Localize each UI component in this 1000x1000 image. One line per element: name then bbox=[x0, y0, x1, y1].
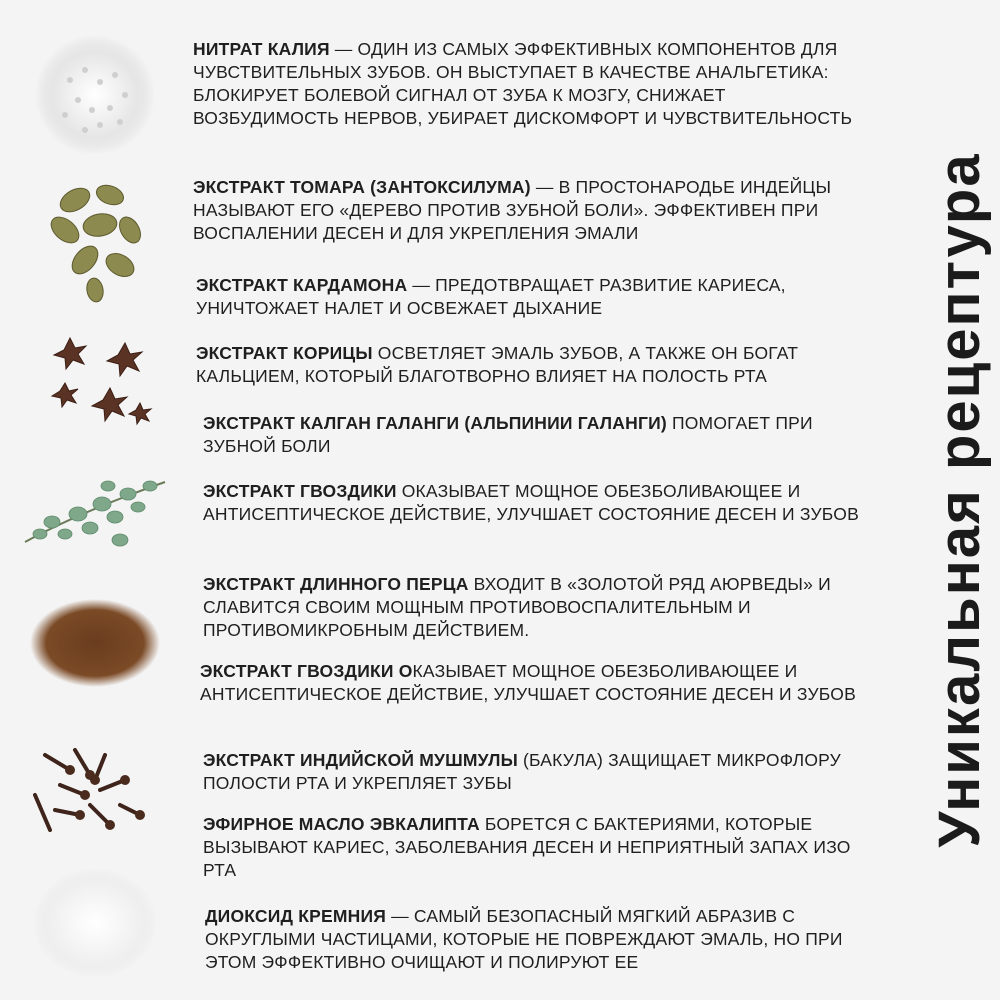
ingredient-description: — ПРЕДОТВРАЩАЕТ РАЗВИТИЕ КАРИЕСА, УНИЧТОЖАЕТ НАЛЕТ И ОСВЕЖАЕТ ДЫХАНИЕ bbox=[196, 275, 786, 318]
ingredient-clove-extract-2 bbox=[200, 660, 880, 706]
ingredient-eucalyptus-oil bbox=[203, 813, 883, 882]
ingredient-name: ЭКСТРАКТ ГВОЗДИКИ bbox=[203, 481, 397, 501]
ingredient-description: КАЗЫВАЕТ МОЩНОЕ ОБЕЗБОЛИВАЮЩЕЕ И АНТИСЕПТИЧЕСКОЕ ДЕЙСТВИЕ, УЛУЧШАЕТ СОСТОЯНИЕ ДЕСЕН И ЗУБОВ bbox=[200, 661, 856, 704]
ingredient-potassium-nitrate bbox=[193, 38, 873, 130]
ingredient-tomar-extract bbox=[193, 176, 873, 245]
ingredient-description: ПОМОГАЕТ ПРИ ЗУБНОЙ БОЛИ bbox=[203, 413, 813, 456]
ingredient-description: (БАКУЛА) ЗАЩИЩАЕТ МИКРОФЛОРУ ПОЛОСТИ РТА И УКРЕПЛЯЕТ ЗУБЫ bbox=[203, 750, 841, 793]
ingredient-cinnamon-extract bbox=[196, 342, 876, 388]
ingredient-name: ЭКСТРАКТ ИНДИЙСКОЙ МУШМУЛЫ bbox=[203, 750, 518, 770]
ingredient-silicon-dioxide bbox=[205, 905, 885, 974]
ingredient-description: БОРЕТСЯ С БАКТЕРИЯМИ, КОТОРЫЕ ВЫЗЫВАЮТ КАРИЕС, ЗАБОЛЕВАНИЯ ДЕСЕН И НЕПРИЯТНЫЙ ЗАПАХ ИЗО РТА bbox=[203, 814, 851, 880]
ingredient-description: ОСВЕТЛЯЕТ ЭМАЛЬ ЗУБОВ, А ТАКЖЕ ОН БОГАТ КАЛЬЦИЕМ, КОТОРЫЙ БЛАГОТВОРНО ВЛИЯЕТ НА ПОЛОСТЬ РТА bbox=[196, 343, 799, 386]
ingredient-name: ЭКСТРАКТ КОРИЦЫ bbox=[196, 343, 373, 363]
ingredient-name: ЭКСТРАКТ ДЛИННОГО ПЕРЦА bbox=[203, 574, 469, 594]
potassium-nitrate-crystals-image bbox=[30, 30, 160, 160]
silica-powder-image bbox=[30, 865, 160, 980]
ingredient-description: — В ПРОСТОНАРОДЬЕ ИНДЕЙЦЫ НАЗЫВАЮТ ЕГО «ДЕРЕВО ПРОТИВ ЗУБНОЙ БОЛИ». ЭФФЕКТИВЕН ПРИ ВОСПАЛЕНИИ ДЕСЕН И ДЛЯ УКРЕПЛЕНИЯ ЭМАЛИ bbox=[193, 177, 832, 243]
ingredient-name: НИТРАТ КАЛИЯ bbox=[193, 39, 330, 59]
ingredient-indian-medlar-extract bbox=[203, 749, 883, 795]
ingredient-description: ОКАЗЫВАЕТ МОЩНОЕ ОБЕЗБОЛИВАЮЩЕЕ И АНТИСЕПТИЧЕСКОЕ ДЕЙСТВИЕ, УЛУЧШАЕТ СОСТОЯНИЕ ДЕСЕН И ЗУБОВ bbox=[203, 481, 859, 524]
ingredient-clove-extract bbox=[203, 480, 883, 526]
page-title: Уникальная рецептура bbox=[927, 152, 992, 848]
ingredient-name: ЭКСТРАКТ ГВОЗДИКИ О bbox=[200, 661, 413, 681]
cardamom-pods-image bbox=[35, 170, 155, 305]
ingredient-description: — САМЫЙ БЕЗОПАСНЫЙ МЯГКИЙ АБРАЗИВ С ОКРУГЛЫМИ ЧАСТИЦАМИ, КОТОРЫЕ НЕ ПОВРЕЖДАЮТ ЭМАЛЬ, НО ПРИ ЭТОМ ЭФФЕКТИВНО ОЧИЩАЮТ И ПОЛИРУЮТ ЕЕ bbox=[205, 906, 843, 972]
brown-powder-image bbox=[25, 595, 165, 690]
ingredient-name: ЭКСТРАКТ КАЛГАН ГАЛАНГИ (АЛЬПИНИИ ГАЛАНГИ) bbox=[203, 413, 667, 433]
ingredient-name: ЭКСТРАКТ КАРДАМОНА bbox=[196, 275, 408, 295]
ingredient-description: ВХОДИТ В «ЗОЛОТОЙ РЯД АЮРВЕДЫ» И СЛАВИТСЯ СВОИМ МОЩНЫМ ПРОТИВОВОСПАЛИТЕЛЬНЫМ И ПРОТИВОМИКРОБНЫМ ДЕЙСТВИЕМ. bbox=[203, 574, 831, 640]
ingredient-name: ЭКСТРАКТ ТОМАРА (ЗАНТОКСИЛУМА) bbox=[193, 177, 531, 197]
star-anise-image bbox=[40, 318, 160, 428]
ingredient-cardamom-extract bbox=[196, 274, 876, 320]
ingredient-name: ДИОКСИД КРЕМНИЯ bbox=[205, 906, 387, 926]
ingredient-galangal-extract bbox=[203, 412, 883, 458]
ingredient-name: ЭФИРНОЕ МАСЛО ЭВКАЛИПТА bbox=[203, 814, 480, 834]
ingredient-description: — ОДИН ИЗ САМЫХ ЭФФЕКТИВНЫХ КОМПОНЕНТОВ ДЛЯ ЧУВСТВИТЕЛЬНЫХ ЗУБОВ. ОН ВЫСТУПАЕТ В КАЧЕСТВЕ АНАЛЬГЕТИКА: БЛОКИРУЕТ БОЛЕВОЙ СИГНАЛ ОТ ЗУБА К МОЗГУ, СНИЖАЕТ ВОЗБУДИМОСТЬ НЕРВОВ, УБИРАЕТ ДИСКОМФОРТ И ЧУВСТВИТЕЛЬНОСТЬ bbox=[193, 39, 853, 128]
eucalyptus-branch-image bbox=[20, 462, 170, 557]
cloves-image bbox=[15, 735, 165, 845]
ingredient-long-pepper-extract bbox=[203, 573, 883, 642]
